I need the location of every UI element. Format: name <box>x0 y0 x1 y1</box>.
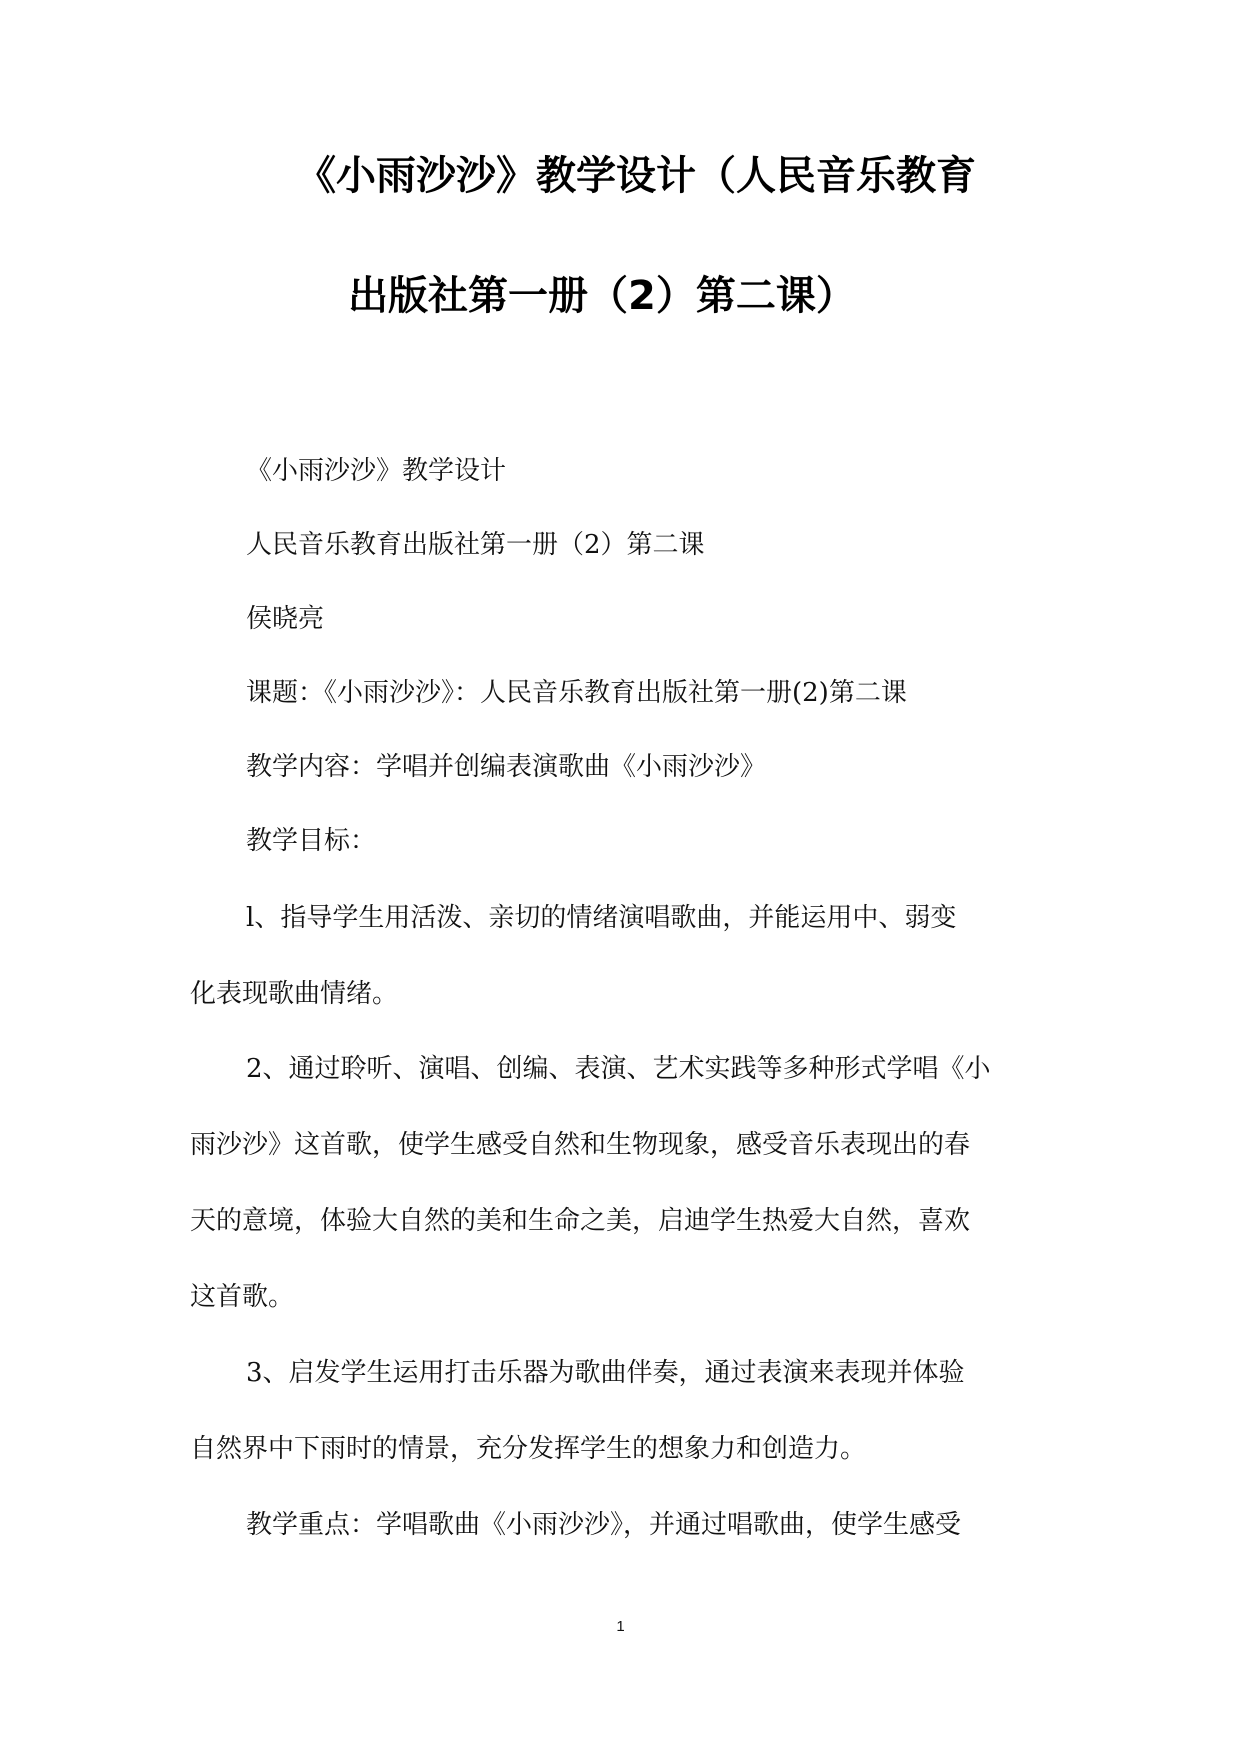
text-line: 自然界中下雨时的情景，充分发挥学生的想象力和创造力。 <box>190 1434 867 1464</box>
text-line: 教学重点：学唱歌曲《小雨沙沙》，并通过唱歌曲，使学生感受 <box>246 1510 962 1540</box>
text-line: 人民音乐教育出版社第一册（2）第二课 <box>246 530 705 560</box>
paragraph-objective-1 <box>190 880 1050 1032</box>
paragraph-objective-3 <box>190 1335 1050 1487</box>
paragraph-author <box>190 581 1050 657</box>
document-title-line-2: 出版社第一册（2）第二课） <box>348 273 856 319</box>
paragraph-publisher <box>190 507 1050 583</box>
paragraph-subtitle <box>190 433 1050 509</box>
text-line: 化表现歌曲情绪。 <box>190 979 399 1009</box>
text-line: 2、通过聆听、演唱、创编、表演、艺术实践等多种形式学唱《小 <box>246 1054 991 1084</box>
text-line: l、指导学生用活泼、亲切的情绪演唱歌曲，并能运用中、弱变 <box>246 903 957 933</box>
text-line: 教学内容：学唱并创编表演歌曲《小雨沙沙》 <box>246 752 767 782</box>
paragraph-content <box>190 729 1050 805</box>
page-number: 1 <box>616 1618 625 1635</box>
text-line: 3、启发学生运用打击乐器为歌曲伴奏，通过表演来表现并体验 <box>246 1358 965 1388</box>
text-line: 课题：《小雨沙沙》：人民音乐教育出版社第一册(2)第二课 <box>246 678 907 708</box>
paragraph-objective-2 <box>190 1031 1050 1335</box>
text-line: 侯晓亮 <box>246 604 325 634</box>
text-line: 天的意境，体验大自然的美和生命之美，启迪学生热爱大自然，喜欢 <box>190 1206 971 1236</box>
text-line: 雨沙沙》这首歌，使学生感受自然和生物现象，感受音乐表现出的春 <box>190 1130 971 1160</box>
paragraph-key-points <box>190 1487 1050 1563</box>
text-line: 教学目标： <box>246 826 377 856</box>
text-line: 《小雨沙沙》教学设计 <box>246 456 507 486</box>
paragraph-topic <box>190 655 1050 731</box>
text-line: 这首歌。 <box>190 1282 295 1312</box>
paragraph-objectives-heading <box>190 803 1050 879</box>
document-title-line-1: 《小雨沙沙》教学设计（人民音乐教育 <box>296 153 976 199</box>
